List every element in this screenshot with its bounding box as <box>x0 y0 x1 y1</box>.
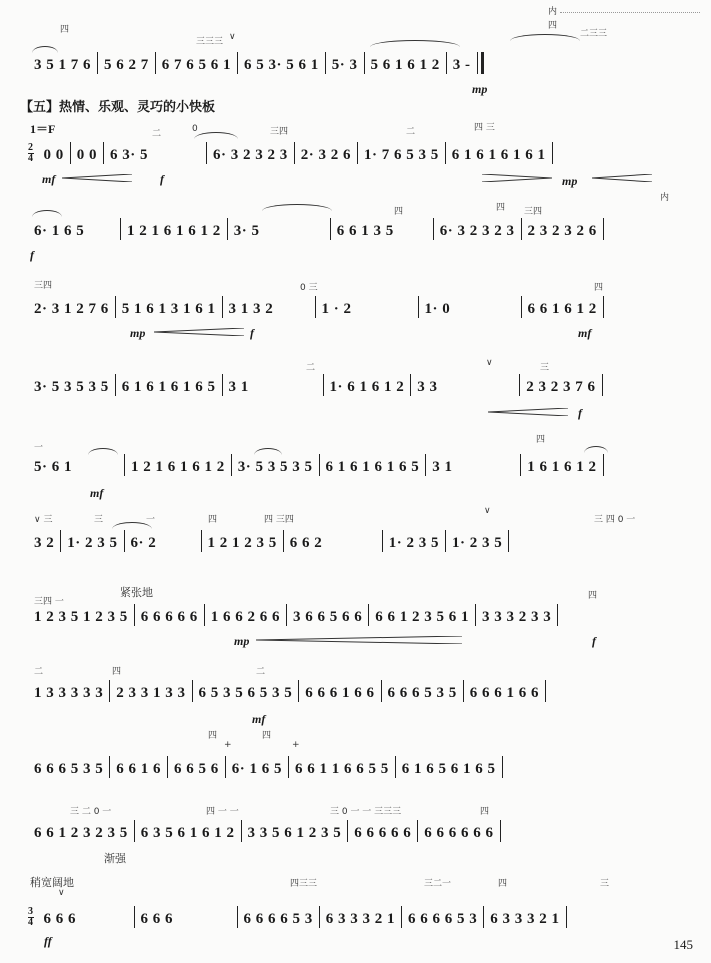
measure: 5· 3 <box>331 57 358 73</box>
measure: 3· 5 3 5 3 5 <box>237 459 313 475</box>
measure: 6 1 6 1 6 1 6 5 <box>325 459 420 475</box>
barline <box>566 906 567 928</box>
fingering-mark: 四 <box>498 879 508 889</box>
measure: 0 0 <box>76 147 97 163</box>
measure: 1· 2 3 5 <box>67 535 118 551</box>
measure: 6 1 6 1 6 1 6 5 <box>121 379 216 395</box>
measure: 6 1 6 1 6 1 6 1 <box>451 147 546 163</box>
score-system-4 <box>28 296 604 318</box>
fingering-mark: 四 三 <box>474 123 495 133</box>
fingering-mark: 三 <box>94 515 104 525</box>
measure: 5 1 6 1 3 1 6 1 <box>121 301 216 317</box>
measure: 1· 7 6 5 3 5 <box>364 147 439 163</box>
dynamic-mark: mf <box>90 486 104 500</box>
fingering-mark: 四 <box>60 25 70 35</box>
barline <box>557 604 558 626</box>
score-system-7 <box>28 530 509 552</box>
fingering-mark: 四 <box>588 591 598 601</box>
barline <box>603 218 604 240</box>
measure: 3 3 3 2 3 3 <box>482 609 552 625</box>
fingering-mark: 四 <box>394 207 404 217</box>
measure: 2 3 3 1 3 3 <box>116 685 186 701</box>
measure: 6 6 6 6 5 3 <box>243 911 313 927</box>
fingering-mark: 三二一 <box>424 879 452 889</box>
section-title: 【五】热情、乐观、灵巧的小快板 <box>20 100 216 115</box>
crescendo-hairpin <box>154 328 244 336</box>
barline <box>552 142 553 164</box>
barline <box>502 756 503 778</box>
slur <box>194 132 238 139</box>
score-system-2 <box>28 142 553 164</box>
fingering-mark: 二 <box>34 667 44 677</box>
fingering-mark: 一 <box>34 443 44 453</box>
fingering-mark: + <box>224 740 232 750</box>
crescendo-hairpin <box>488 408 568 416</box>
measure: 6 6 2 <box>289 535 323 551</box>
measure: 6 6 6 1 6 6 <box>305 685 375 701</box>
measure: 6 6 1 2 3 5 6 1 <box>375 609 469 625</box>
measure: 6 6 6 6 6 <box>354 825 412 841</box>
fingering-mark: ∨ <box>229 32 236 42</box>
measure: 6· 3 2 3 2 3 <box>213 147 288 163</box>
measure: 3 2 <box>34 535 55 551</box>
fingering-mark: 内 <box>660 193 670 203</box>
measure: 1· 2 3 5 <box>388 535 440 551</box>
fingering-mark: 三 <box>540 363 550 373</box>
slur <box>112 522 152 529</box>
tense-annotation: 紧张地 <box>120 586 153 599</box>
fingering-mark: ∨ <box>484 506 491 516</box>
fingering-mark: 三四 <box>270 127 289 137</box>
measure: 2 3 2 3 7 6 <box>526 379 596 395</box>
measure: 2· 3 1 2 7 6 <box>34 301 109 317</box>
measure: 6 6 6 5 3 5 <box>34 761 104 777</box>
measure: 6 6 5 6 <box>174 761 219 777</box>
fingering-mark: 一 <box>146 515 156 525</box>
measure: 6 6 6 <box>43 911 76 927</box>
fingering-mark: 三四 一 <box>34 597 64 607</box>
fingering-mark: 三 <box>600 879 610 889</box>
measure: 6 6 6 5 3 5 <box>387 685 457 701</box>
score-system-6 <box>28 454 604 476</box>
broad-annotation: 稍宽阔地 <box>30 876 74 889</box>
fingering-mark: 四 <box>208 731 218 741</box>
measure: 2 3 2 3 2 6 <box>527 223 597 239</box>
measure: 6 6 6 6 5 3 <box>408 911 478 927</box>
measure: 5· 6 1 <box>34 459 73 475</box>
barline <box>602 374 603 396</box>
slur <box>584 446 608 453</box>
measure: 6 1 6 5 6 1 6 5 <box>401 761 496 777</box>
dynamic-mark: f <box>592 634 596 648</box>
dynamic-mark: ff <box>44 934 52 948</box>
measure: 3 6 6 5 6 6 <box>293 609 363 625</box>
slur <box>254 448 282 455</box>
time-signature: 2 4 <box>28 142 34 164</box>
measure: 6 6 1 3 5 <box>336 223 394 239</box>
measure: 6· 2 <box>130 535 157 551</box>
measure: 1· 6 1 6 1 2 <box>329 379 405 395</box>
measure: 3 1 3 2 <box>228 301 274 317</box>
measure: 1 6 1 6 1 2 <box>527 459 597 475</box>
measure: 3 1 <box>432 459 453 475</box>
time-signature: 3 4 <box>28 906 34 928</box>
measure: 6 5 3· 5 6 1 <box>244 57 319 73</box>
measure: 6 6 1 6 <box>116 761 161 777</box>
dynamic-mark: mp <box>130 326 146 340</box>
measure: 1 3 3 3 3 3 <box>34 685 104 701</box>
barline <box>545 680 546 702</box>
fingering-mark: 三 四 0 一 <box>594 515 636 525</box>
measure: 6· 1 6 5 <box>231 761 283 777</box>
dynamic-mark: f <box>30 248 34 262</box>
measure: 6 3 5 6 1 6 1 2 <box>140 825 235 841</box>
measure: 3· 5 <box>233 223 260 239</box>
measure: 6· 3 2 3 2 3 <box>439 223 515 239</box>
barline <box>603 296 604 318</box>
measure: 6 6 6 6 6 <box>140 609 198 625</box>
measure: 1 · 2 <box>321 301 352 317</box>
dynamic-mark: mp <box>234 634 250 648</box>
measure: 2· 3 2 6 <box>300 147 352 163</box>
dynamic-mark: mf <box>252 712 266 726</box>
fingering-mark: 四 <box>112 667 122 677</box>
score-system-1 <box>28 52 484 74</box>
slur <box>32 46 58 53</box>
crescendo-hairpin <box>592 174 652 182</box>
measure: 1· 2 3 5 <box>452 535 503 551</box>
score-system-8 <box>28 604 558 626</box>
measure: 6 6 6 1 6 6 <box>469 685 539 701</box>
measure: 6 7 6 5 6 1 <box>161 57 231 73</box>
fingering-mark: 四 <box>262 731 272 741</box>
barline <box>508 530 509 552</box>
key-signature: 1＝F <box>30 122 56 136</box>
fingering-mark: 二三三 <box>580 29 608 39</box>
measure: 1 2 3 5 1 2 3 5 <box>34 609 128 625</box>
measure: 6 6 1 1 6 6 5 5 <box>295 761 389 777</box>
fingering-mark: 三 二 0 一 <box>70 807 112 817</box>
fingering-mark: 二 <box>256 667 266 677</box>
measure: 6 6 1 2 3 2 3 5 <box>34 825 128 841</box>
dynamic-mark: mf <box>42 172 56 186</box>
top-right-annotation: 内 <box>548 7 558 17</box>
dynamic-mark: f <box>578 406 582 420</box>
measure: 6 6 6 <box>140 911 173 927</box>
fingering-mark: 二 <box>306 363 316 373</box>
fingering-mark: 四 三四 <box>264 515 294 525</box>
fingering-mark: 0 三 <box>300 283 318 293</box>
fingering-mark: 四 <box>536 435 546 445</box>
fingering-mark: 四三三 <box>290 879 318 889</box>
fingering-mark: 三 0 一 一 三三三 <box>330 807 402 817</box>
score-system-12 <box>28 906 567 928</box>
measure: 1 6 6 2 6 6 <box>210 609 280 625</box>
measure: 5 6 2 7 <box>104 57 149 73</box>
fingering-mark: + <box>292 740 300 750</box>
slur <box>32 210 62 217</box>
measure: 1 2 1 6 1 6 1 2 <box>127 223 221 239</box>
score-system-11 <box>28 820 501 842</box>
measure: 3 3 <box>417 379 438 395</box>
measure: 1 2 1 6 1 6 1 2 <box>131 459 225 475</box>
measure: 6 6 1 6 1 2 <box>527 301 597 317</box>
fingering-mark: 二 <box>406 127 416 137</box>
barline <box>500 820 501 842</box>
slur <box>262 204 332 211</box>
measure: 6 3 3 3 2 1 <box>490 911 560 927</box>
fingering-mark: ∨ <box>58 888 65 898</box>
fingering-mark: 四 <box>208 515 218 525</box>
score-system-3 <box>28 218 604 240</box>
fingering-mark: 三四 <box>524 207 543 217</box>
fingering-mark: 三四 <box>34 281 53 291</box>
fingering-mark: 四 <box>548 21 558 31</box>
measure: 3 5 1 7 6 <box>34 57 91 73</box>
barline <box>603 454 604 476</box>
page-number: 145 <box>673 937 693 952</box>
measure: 1· 0 <box>424 301 451 317</box>
measure: 6 3· 5 <box>110 147 149 163</box>
measure: 3 3 5 6 1 2 3 5 <box>247 825 342 841</box>
measure: 5 6 1 6 1 2 <box>370 57 440 73</box>
measure: 6 5 3 5 6 5 3 5 <box>198 685 293 701</box>
cresc-annotation: 渐强 <box>104 852 126 865</box>
crescendo-hairpin <box>256 636 462 644</box>
measure: 6 6 6 6 6 6 <box>424 825 494 841</box>
slur <box>370 40 460 47</box>
dynamic-mark: mp <box>562 174 578 188</box>
fingering-mark: 四 <box>480 807 490 817</box>
fingering-mark: 二 <box>152 129 162 139</box>
measure: 0 0 <box>43 147 64 163</box>
score-system-10 <box>28 756 503 778</box>
header-dotted-line <box>560 12 700 13</box>
dynamic-mark: mp <box>472 82 488 96</box>
decrescendo-hairpin <box>482 174 552 182</box>
fingering-mark: 四 一 一 <box>206 807 239 817</box>
slur <box>88 448 118 455</box>
measure: 1 2 1 2 3 5 <box>207 535 277 551</box>
crescendo-hairpin <box>62 174 132 182</box>
dynamic-mark: f <box>250 326 254 340</box>
final-barline <box>477 52 484 74</box>
fingering-mark: ∨ 三 <box>34 515 53 525</box>
fingering-mark: 0 <box>192 124 198 134</box>
fingering-mark: ∨ <box>486 358 493 368</box>
measure: 3 - <box>452 57 471 73</box>
fingering-mark: 三三三 <box>196 37 224 47</box>
slur <box>510 34 580 41</box>
dynamic-mark: f <box>160 172 164 186</box>
fingering-mark: 四 <box>594 283 604 293</box>
dynamic-mark: mf <box>578 326 592 340</box>
fingering-mark: 四 <box>496 203 506 213</box>
measure: 6 3 3 3 2 1 <box>325 911 395 927</box>
score-system-5 <box>28 374 603 396</box>
measure: 3 1 <box>228 379 249 395</box>
measure: 3· 5 3 5 3 5 <box>34 379 109 395</box>
measure: 6· 1 6 5 <box>34 223 85 239</box>
score-system-9 <box>28 680 546 702</box>
